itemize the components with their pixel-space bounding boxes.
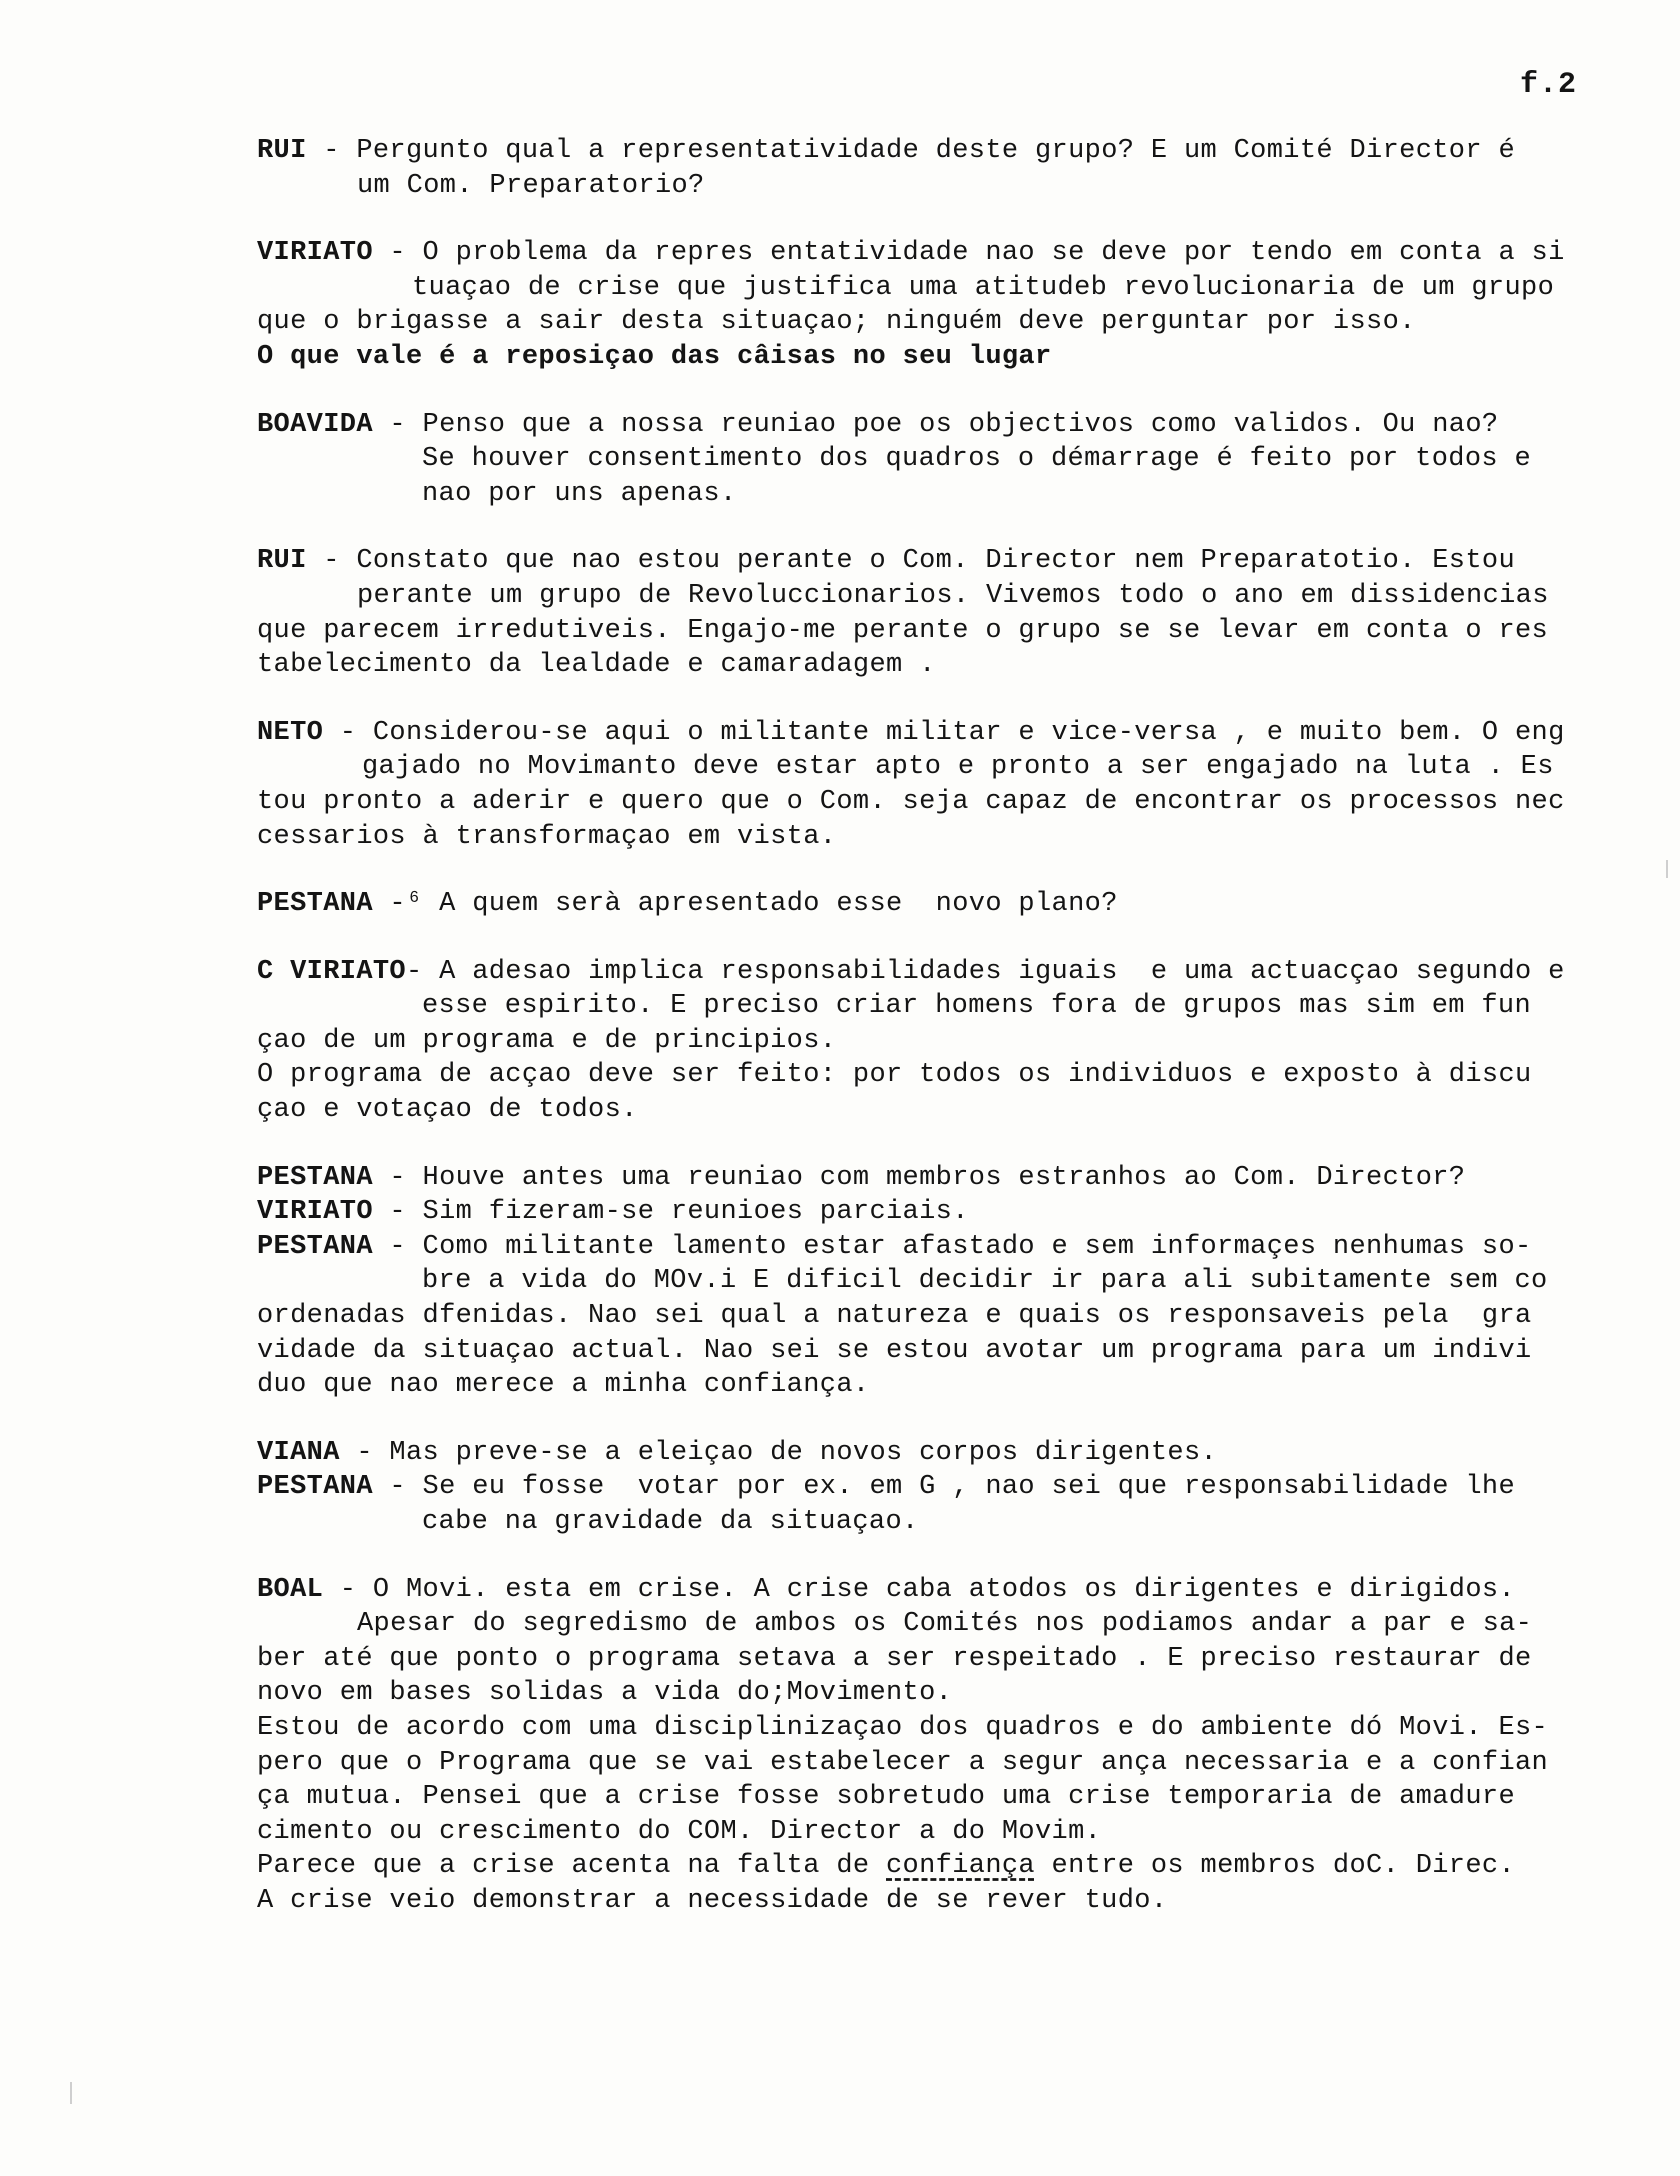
speaker-name: PESTANA — [257, 1472, 373, 1503]
line-text: çao de um programa e de principios. — [257, 1025, 837, 1056]
line-text: - Pergunto qual a representatividade deste grupo? E um Comité Director é — [306, 136, 1516, 166]
entry-line — [257, 887, 1627, 922]
speaker-name: BOAL — [257, 1574, 324, 1605]
line-text: pero que o Programa que se vai estabelecer a segur ança necessaria e a confian — [257, 1747, 1549, 1778]
line-text: cabe na gravidade da situaçao. — [422, 1507, 919, 1537]
line-text: que parecem irredutiveis. Engajo-me perante o grupo se se levar em conta o res — [257, 615, 1549, 646]
line-text: tabelecimento da lealdade e camaradagem . — [257, 650, 936, 681]
entry-exchange-1 — [257, 1161, 1627, 1403]
line-text: A crise veio demonstrar a necessidade de se rever tudo. — [257, 1885, 1168, 1916]
speaker-name: NETO — [257, 717, 324, 748]
line-text: O programa de acçao deve ser feito: por todos os individuos e exposto à discu — [257, 1060, 1532, 1091]
speaker-name: RUI — [257, 136, 307, 166]
line-text: - Sim fizeram-se reunioes parciais. — [372, 1197, 969, 1228]
line-text: - Constato que nao estou perante o Com. Director nem Preparatotio. Estou — [306, 546, 1516, 577]
entry-exchange-2 — [257, 1436, 1627, 1540]
meeting-minutes — [257, 134, 1627, 1919]
line-text: Parece que a crise acenta na falta de — [257, 1851, 886, 1882]
entry-line — [257, 236, 1627, 271]
line-text: gajado no Movimanto deve estar apto e pronto a ser engajado na luta . Es — [362, 752, 1554, 783]
line-text: ça mutua. Pensei que a crise fosse sobretudo uma crise temporaria de amadure — [257, 1782, 1515, 1813]
entry-viriato-2 — [257, 955, 1627, 1128]
entry-boal-1 — [257, 1573, 1627, 1919]
entry-line — [257, 1195, 1627, 1230]
entry-line — [257, 716, 1627, 751]
entry-boavida-1 — [257, 408, 1627, 512]
speaker-name: PESTANA — [257, 1231, 373, 1262]
line-text: esse espirito. E preciso criar homens fora de grupos mas sim em fun — [422, 991, 1532, 1022]
line-text: perante um grupo de Revoluccionarios. Vivemos todo o ano em dissidencias — [357, 580, 1549, 611]
line-text: Se houver consentimento dos quadros o démarrage é feito por todos e — [422, 444, 1532, 475]
speaker-name: VIRIATO — [257, 1197, 373, 1228]
entry-viriato-1 — [257, 236, 1627, 374]
underlined-word: confiança — [886, 1851, 1035, 1882]
scan-mark — [1666, 860, 1668, 878]
line-text: que o brigasse a sair desta situaçao; ninguém deve perguntar por isso. — [257, 307, 1416, 338]
line-text: tou pronto a aderir e quero que o Com. seja capaz de encontrar os processos nec — [257, 786, 1565, 817]
line-text: - O Movi. esta em crise. A crise caba atodos os dirigentes e dirigidos. — [323, 1574, 1516, 1605]
line-text: vidade da situaçao actual. Nao sei se estou avotar um programa para um indivi — [257, 1335, 1532, 1366]
line-text: - Houve antes uma reuniao com membros estranhos ao Com. Director? — [372, 1162, 1466, 1193]
page-number: f.2 — [1520, 68, 1578, 102]
line-text: - Mas preve-se a eleiçao de novos corpos dirigentes. — [339, 1437, 1218, 1468]
entry-rui-1 — [257, 134, 1627, 203]
speaker-name: BOAVIDA — [257, 409, 373, 440]
line-text: - Considerou-se aqui o militante militar e vice-versa , e muito bem. O eng — [323, 717, 1565, 748]
line-text: - A adesao implica responsabilidades iguais e uma actuacçao segundo e — [405, 956, 1565, 987]
entry-neto-1 — [257, 716, 1627, 854]
entry-line — [257, 1573, 1627, 1608]
line-text: tuaçao de crise que justifica uma atitudeb revolucionaria de um grupo — [412, 272, 1555, 303]
line-text: çao e votaçao de todos. — [257, 1095, 638, 1126]
line-text: ordenadas dfenidas. Nao sei qual a natureza e quais os responsaveis pela gra — [257, 1301, 1532, 1332]
line-text: cimento ou crescimento do COM. Director a do Movim. — [257, 1816, 1102, 1847]
entry-line — [257, 134, 1627, 169]
entry-line — [257, 1230, 1627, 1265]
entry-line — [257, 408, 1627, 443]
line-text: - Como militante lamento estar afastado e sem informaçes nenhumas so- — [372, 1231, 1532, 1262]
scan-mark — [70, 2082, 72, 2104]
line-text: entre os membros doC. Direc. — [1034, 1851, 1516, 1882]
entry-line — [257, 1436, 1627, 1471]
speaker-name: C VIRIATO — [257, 956, 406, 987]
entry-line — [257, 544, 1627, 579]
speaker-name: PESTANA — [257, 889, 373, 920]
line-text: nao por uns apenas. — [422, 478, 737, 509]
entry-rui-2 — [257, 544, 1627, 682]
line-text: - O problema da repres entatividade nao se deve por tendo em conta a si — [372, 238, 1565, 269]
speaker-name: VIRIATO — [257, 238, 373, 269]
entry-line — [257, 1161, 1627, 1196]
line-text: novo em bases solidas a vida do;Movimento. — [257, 1678, 953, 1709]
line-text: - Se eu fosse votar por ex. em G , nao sei que responsabilidade lhe — [372, 1472, 1516, 1503]
speaker-name: PESTANA — [257, 1162, 373, 1193]
entry-pestana-1 — [257, 887, 1627, 922]
line-text: ber até que ponto o programa setava a ser respeitado . E preciso restaurar de — [257, 1643, 1532, 1674]
line-text: bre a vida do MOv.i E dificil decidir ir para ali subitamente sem co — [422, 1266, 1548, 1297]
speaker-name: RUI — [257, 546, 307, 577]
line-text: -⁶ A quem serà apresentado esse novo plano? — [372, 889, 1118, 920]
line-text: duo que nao merece a minha confiança. — [257, 1370, 870, 1401]
entry-line — [257, 1849, 1627, 1884]
line-text: Estou de acordo com uma disciplinizaçao dos quadros e do ambiente dó Movi. Es- — [257, 1712, 1549, 1743]
line-text: - Penso que a nossa reuniao poe os objectivos como validos. Ou nao? — [372, 409, 1499, 440]
line-text: um Com. Preparatorio? — [357, 170, 705, 201]
line-text: cessarios à transformaçao em vista. — [257, 821, 837, 852]
entry-line — [257, 955, 1627, 990]
speaker-name: VIANA — [257, 1437, 340, 1468]
line-text: Apesar do segredismo de ambos os Comités nos podiamos andar a par e sa- — [357, 1609, 1533, 1640]
entry-line — [257, 1470, 1627, 1505]
line-text: O que vale é a reposiçao das câisas no seu lugar — [257, 341, 1052, 372]
